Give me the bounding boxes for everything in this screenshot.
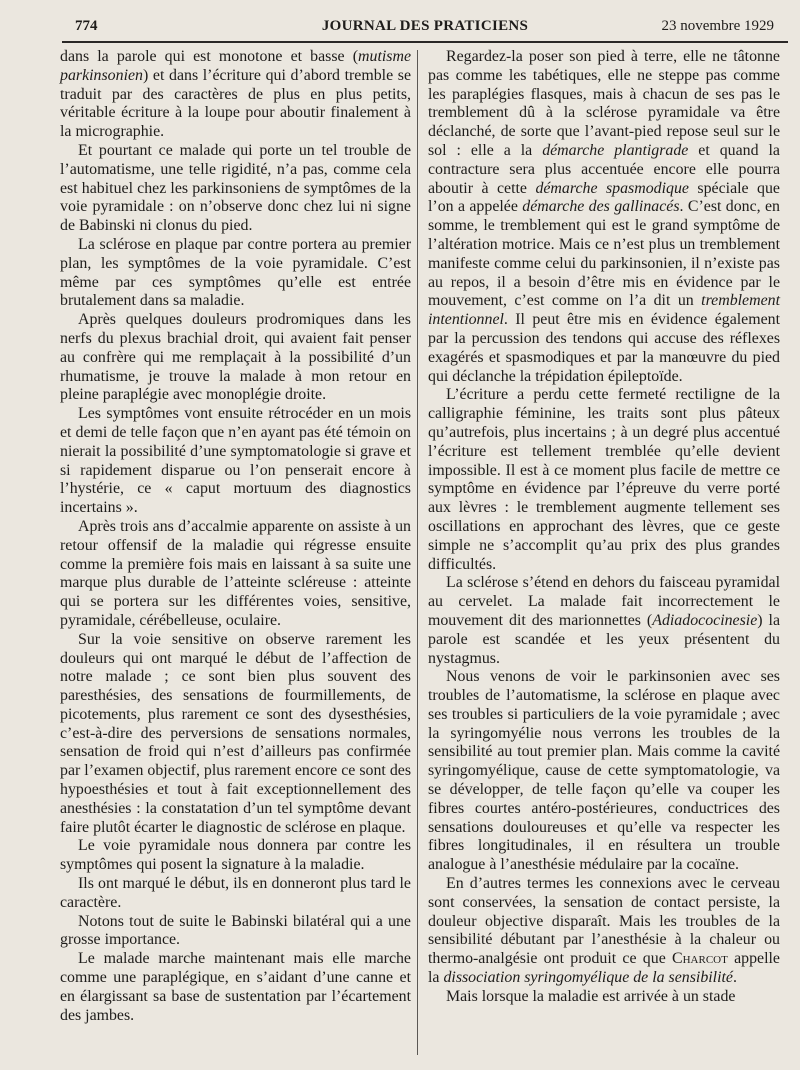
text-run: Charcot — [672, 950, 728, 968]
text-run: Et pourtant ce malade qui porte un tel trouble de l’automatisme, une telle rigidité, n’a pas, comme cela est habituel chez les parkinsoniens de symptômes de la voie pyramidale : on n’observe donc chez lui ni signe de Babinski ni clonus du pied. — [60, 141, 411, 235]
paragraph — [428, 386, 780, 574]
header-rule — [62, 41, 788, 43]
page-number: 774 — [75, 18, 98, 34]
left-column — [60, 48, 411, 1025]
paragraph — [60, 631, 411, 838]
text-run: ) la parole est scandée et les yeux présentent du nystagmus. — [428, 611, 780, 667]
paragraph — [60, 142, 411, 236]
text-run: . C’est donc, en somme, le tremblement qui est le grand symptôme de l’altération motrice. Mais ce n’est plus un tremblement manifeste comme celui du parkinsonien, il n’existe pas au repos, il a besoin d’être mis en évidence par le mouvement, c’est comme on l’a dit un — [428, 198, 781, 310]
text-run: Après trois ans d’accalmie apparente on assiste à un retour offensif de la maladie qui régresse ensuite comme la première fois mais en laissant à sa suite une marque plus durable de l’atteinte scléreuse : atteinte qui se portera sur les différentes voies, sensitive, pyramidale, cérébelleuse, oculaire. — [60, 517, 411, 629]
paragraph — [428, 668, 780, 875]
text-run: Les symptômes vont ensuite rétrocéder en un mois et demi de telle façon que n’en ayant pas été témoin on nierait la possibilité d’une symptomatologie si grave et si rapidement disparue ou l’on penserait encore à l’hystérie, ce « caput mortuum des diagnostics incertains ». — [60, 405, 411, 517]
italic-text: tremblement intentionnel — [428, 292, 780, 329]
paragraph — [428, 875, 780, 988]
text-run: L’écriture a perdu cette fermeté rectiligne de la calligraphie féminine, les traits sont plus pâteux qu’autrefois, plus incertains ; à un degré plus accentué l’écriture est tellement tremblée qu’elle devient impossible. Il est à ce moment plus facile de mettre ce symptôme en évidence par l’épreuve du verre porté aux lèvres : le tremblement augmente tellement ses oscillations en approchant des lèvres, que ce geste simple ne s’accomplit qu’au prix des plus grandes difficultés. — [428, 386, 780, 573]
journal-title: JOURNAL DES PRATICIENS — [321, 18, 529, 34]
text-run: Notons tout de suite le Babinski bilatéral qui a une grosse importance. — [60, 912, 411, 949]
italic-text: mutisme parkinsonien — [60, 48, 411, 84]
italic-text: démarche spasmodique — [535, 179, 689, 197]
text-run: En d’autres termes les connexions avec le cerveau sont conservées, la sensation de contact persiste, la douleur objective disparaît. Mais les troubles de la sensibilité débutant par l’anesthésie à la chaleur ou thermo-analgésie ont produit ce que — [428, 875, 780, 968]
paragraph — [60, 518, 411, 631]
italic-text: démarche plantigrade — [542, 141, 689, 159]
issue-date: 23 novembre 1929 — [661, 18, 774, 34]
paragraph — [60, 48, 411, 142]
column-divider — [417, 50, 418, 1055]
text-run: Le malade marche maintenant mais elle marche comme une paraplégique, en s’aidant d’une canne et en élargissant sa base de sustentation par l’écartement des jambes. — [60, 950, 411, 1024]
text-run: et quand la contracture sera plus accentuée encore elle pourra aboutir à cette — [428, 141, 780, 197]
italic-text: Adiadococinesie — [652, 611, 758, 629]
paragraph — [60, 405, 411, 518]
text-run: ) et dans l’écriture qui d’abord tremble se traduit par des caractères de plus en plus petits, véritable écriture à la loupe pour aboutir finalement à la micrographie. — [60, 66, 411, 141]
text-run: La sclérose s’étend en dehors du faisceau pyramidal au cervelet. La malade fait incorrectement le mouvement dit des marionnettes ( — [428, 574, 780, 629]
paragraph — [60, 913, 411, 951]
paragraph — [60, 837, 411, 875]
paragraph — [60, 950, 411, 1025]
text-run: . Il peut être mis en évidence également par la percussion des tendons qui accuse des réflexes exagérés et spasmodiques et par la manœuvre du pied qui déclanche la trépidation épileptoïde. — [428, 311, 780, 385]
text-run: La sclérose en plaque par contre portera au premier plan, les symptômes de la voie pyramidale. C’est même par ces symptômes qu’elle est entrée brutalement dans sa maladie. — [60, 235, 411, 310]
text-run: Le voie pyramidale nous donnera par contre les symptômes qui posent la signature à la maladie. — [60, 837, 411, 874]
italic-text: démarche des gallinacés — [522, 198, 680, 216]
paragraph — [60, 875, 411, 913]
text-run: appelle la — [428, 950, 780, 987]
paragraph — [428, 988, 780, 1007]
right-column — [428, 48, 780, 1007]
text-run: Nous venons de voir le parkinsonien avec ses troubles de l’automatisme, la sclérose en plaque avec ses troubles si particuliers de la voie pyramidale ; avec la syringomyélie nous verrons les troubles de la sensibilité au tout premier plan. Mais comme la cavité syringomyélique, cause de cette symptomatologie, va se développer, de telle façon qu’elle va couper les fibres courtes antéro-postérieures, conductrices des sensations douloureuses et qu’elle va respecter les fibres longitudinales, il en résultera un trouble analogue à l’anesthésie médulaire par la cocaïne. — [428, 668, 780, 874]
text-run: dans la parole qui est monotone et basse ( — [60, 48, 359, 65]
text-run: Mais lorsque la maladie est arrivée à un stade — [446, 987, 736, 1005]
text-run: . — [732, 969, 737, 987]
text-run: Ils ont marqué le début, ils en donneront plus tard le caractère. — [60, 875, 411, 911]
paragraph — [428, 48, 780, 386]
text-run: Sur la voie sensitive on observe rarement les douleurs qui ont marqué le début de l’affection de notre malade ; ce sont bien plus souvent des paresthésies, des sensations de fourmillements, de picotements, plus rarement ce sont des dysesthésies, c’est-à-dire des perversions de sensations normales, sensation de froid qui n’est d’ailleurs pas confirmée par l’examen objectif, plus rarement encore ce sont des hypoesthésies et tout à fait exceptionnellement des anesthésies : la constatation d’un tel symptôme devant faire plutôt écarter le diagnostic de sclérose en plaque. — [60, 630, 411, 836]
text-run: spéciale que l’on a appelée — [428, 179, 780, 216]
paragraph — [60, 236, 411, 311]
italic-text: dissociation syringomyélique de la sensibilité — [443, 969, 733, 987]
text-run: Regardez-la poser son pied à terre, elle ne tâtonne pas comme les tabétiques, elle ne steppe pas comme les paraplégies flasques, mais à chacun de ses pas le tremblement dû à la sclérose pyramidale va être déclanché, de sorte que l’avant-pied repose seul sur le sol : elle a la — [428, 48, 780, 159]
text-run: Après quelques douleurs prodromiques dans les nerfs du plexus brachial droit, qui avaient fait penser au confrère qui me remplaçait à la possibilité d’un rhumatisme, je trouve la malade à mon retour en pleine paraplégie avec monoplégie droite. — [60, 311, 411, 404]
paragraph — [428, 574, 780, 668]
paragraph — [60, 311, 411, 405]
page-header — [62, 18, 788, 40]
